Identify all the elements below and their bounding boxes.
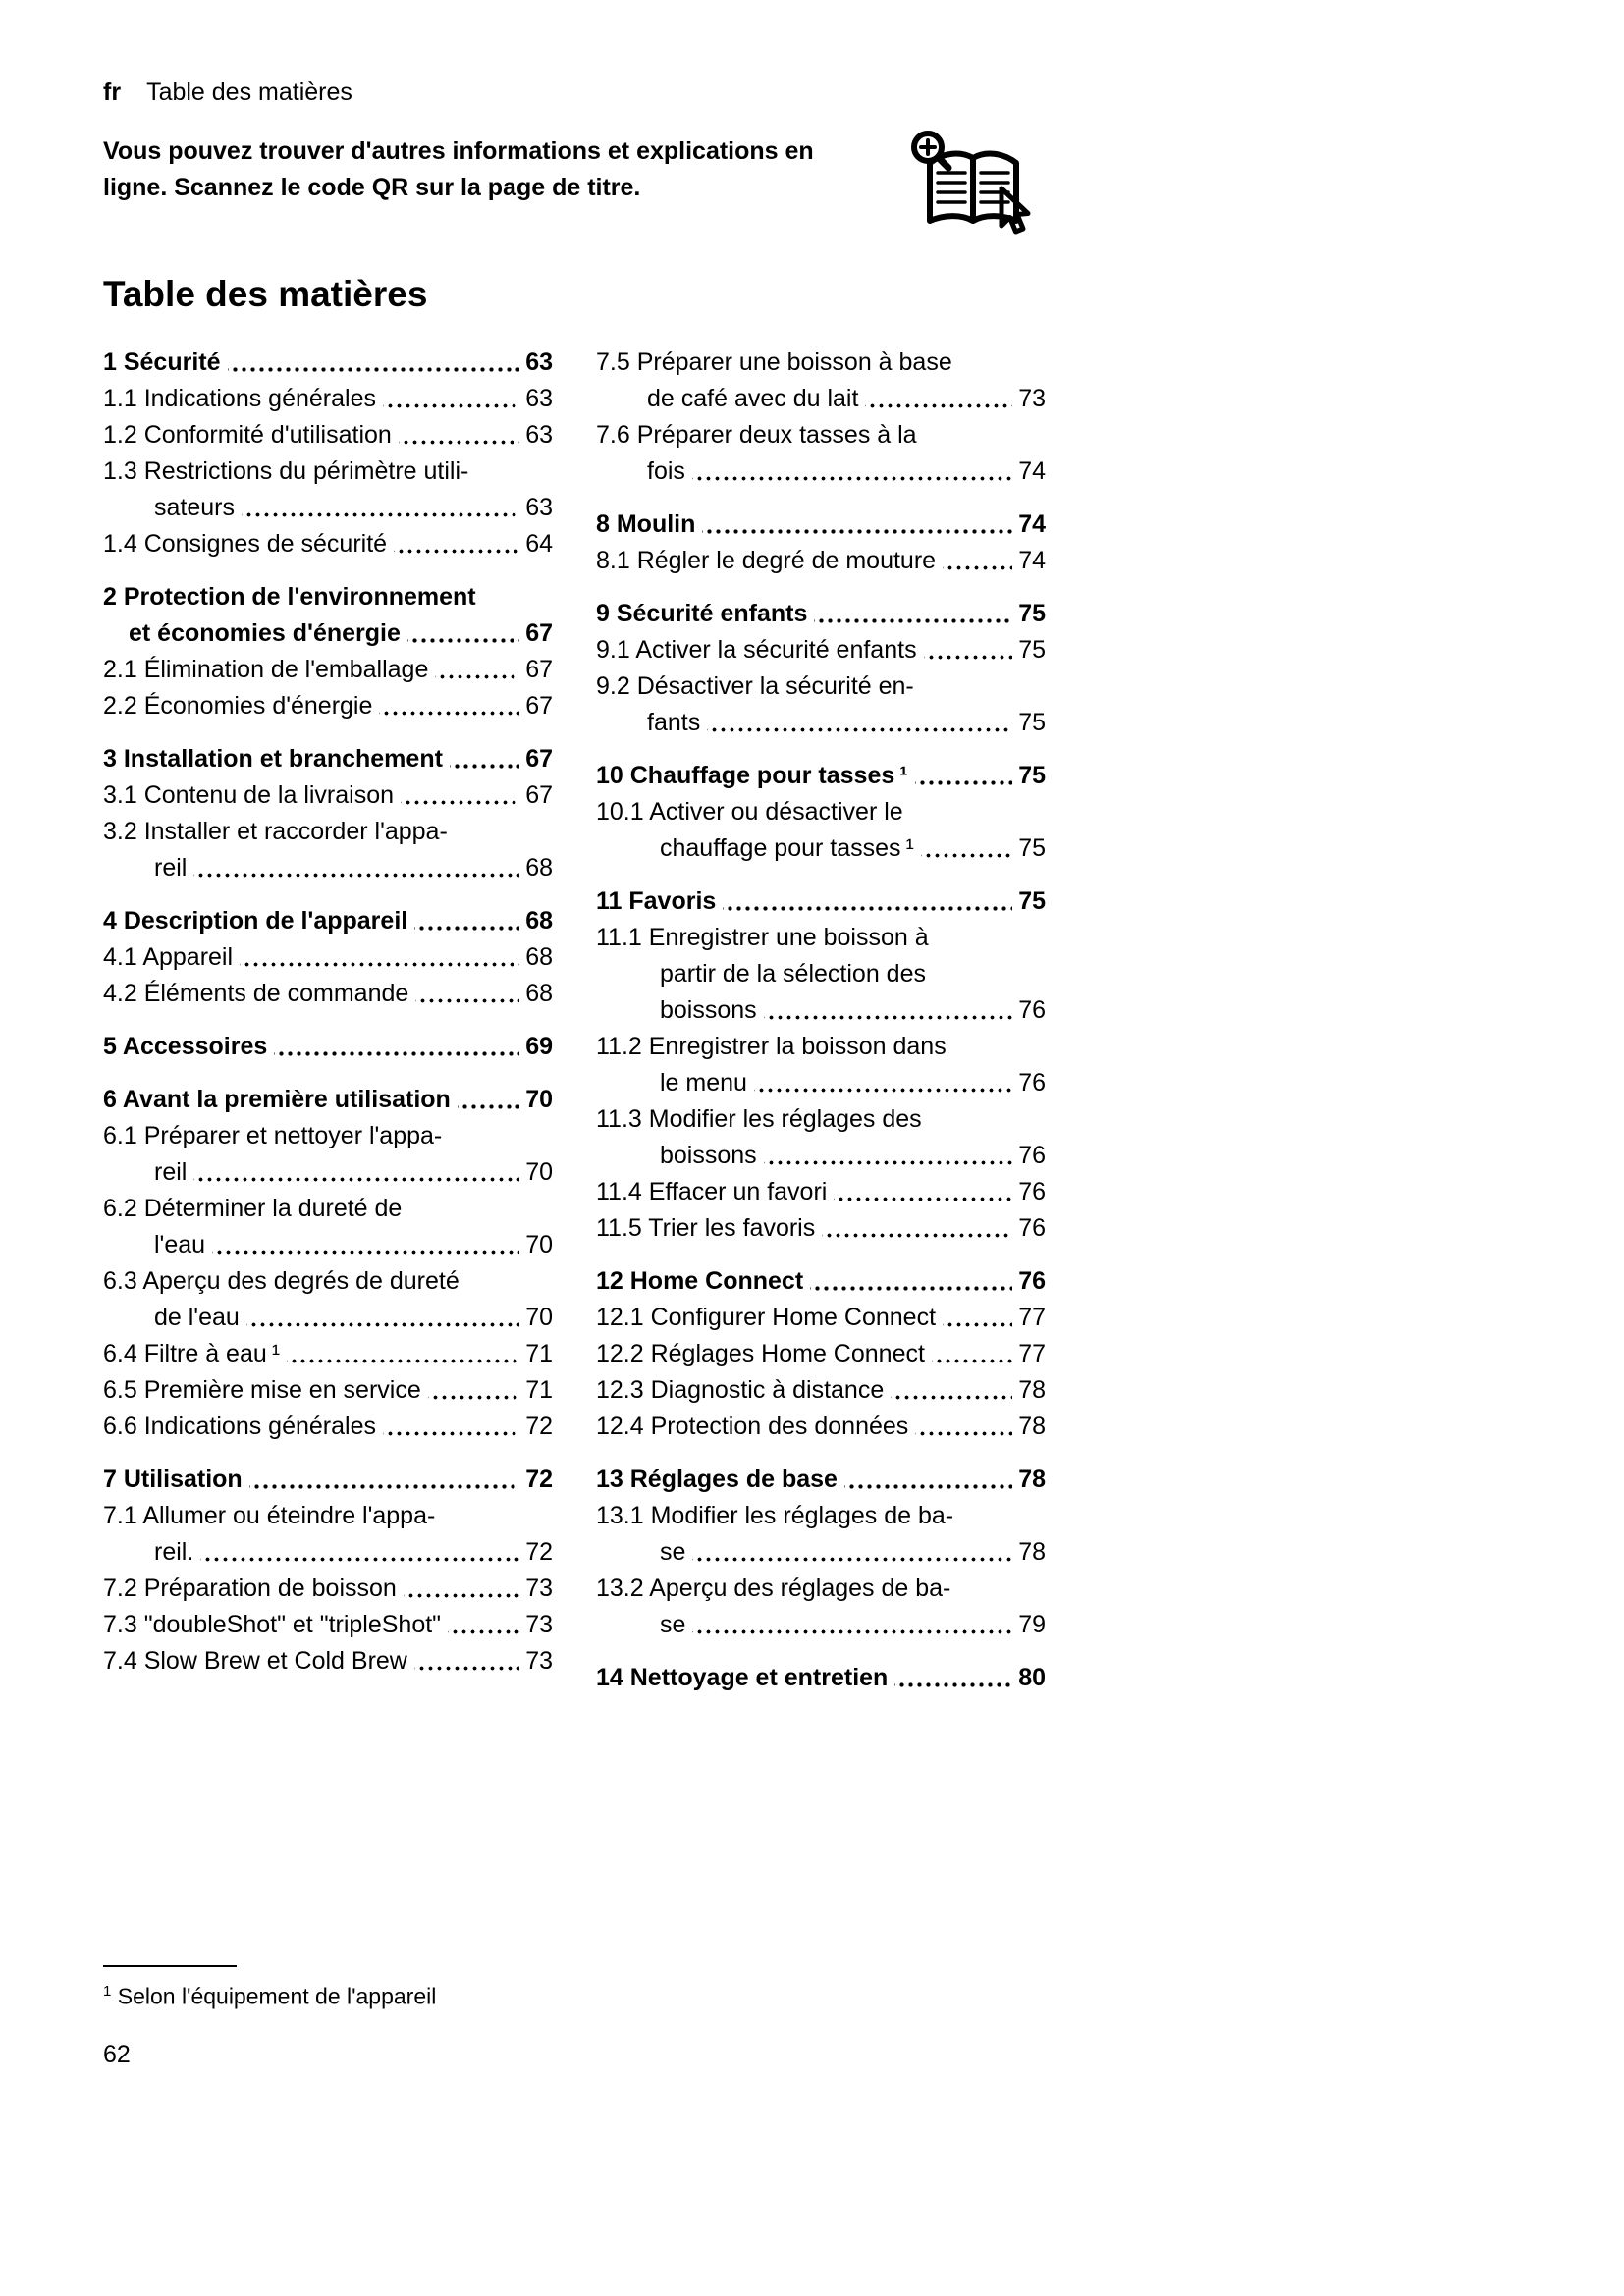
dot-leader [404,1571,519,1607]
toc-entry-label: 12.3 Diagnostic à distance [596,1376,885,1404]
toc-entry-label: 7.2 Préparation de boisson [103,1575,397,1602]
toc-entry [596,1409,1046,1445]
toc-entry-label: 1.1 Indications générales [103,385,376,412]
dot-leader [240,939,519,976]
dot-leader [246,1300,519,1336]
dot-leader [943,543,1012,579]
toc-entry-line: 6.1 Préparer et nettoyer l'appa- [103,1122,443,1149]
toc-entry-label: reil [154,1158,188,1186]
online-manual-icon [906,128,1046,246]
toc-entry [103,1118,553,1191]
dot-leader [414,903,519,939]
toc-entry [103,814,553,886]
toc-entry-label: 14 Nettoyage et entretien [596,1664,889,1691]
toc-entry [103,345,553,381]
footnote-text: Selon l'équipement de l'appareil [111,1984,437,2009]
toc-entry [596,1498,1046,1571]
toc-entry-line: 2 Protection de l'environnement [103,583,476,611]
toc-entry-label: 10 Chauffage pour tasses ¹ [596,762,908,789]
toc-entry-line: 11.2 Enregistrer la boisson dans [596,1033,947,1060]
footnote [103,1977,1046,2011]
toc-entry-page: 76 [1018,1178,1046,1205]
toc-entry-page: 77 [1018,1304,1046,1331]
toc-entry-page: 79 [1018,1611,1046,1638]
dot-leader [394,526,519,562]
toc-entry-line: 13.1 Modifier les réglages de ba- [596,1502,954,1529]
dot-leader [834,1174,1012,1210]
toc-entry [103,1263,553,1336]
dot-leader [287,1336,519,1372]
toc-entry-page: 78 [1018,1538,1046,1566]
toc-entry [596,1300,1046,1336]
dot-leader [943,1300,1012,1336]
dot-leader [764,992,1013,1029]
toc-entry-label: 1.2 Conformité d'utilisation [103,421,392,449]
dot-leader [891,1372,1012,1409]
dot-leader [383,381,519,417]
toc-entry-page: 71 [525,1376,553,1404]
toc-entry [596,1336,1046,1372]
dot-leader [707,705,1012,741]
toc-entry-page: 75 [1018,834,1046,862]
dot-leader [822,1210,1012,1247]
dot-leader [894,1660,1012,1696]
toc-entry-line: 6.2 Déterminer la dureté de [103,1195,403,1222]
dot-leader [414,1643,519,1680]
toc-entry-page: 69 [525,1033,553,1060]
toc-entry-label: 9 Sécurité enfants [596,600,808,627]
dot-leader [428,1372,519,1409]
dot-leader [401,777,519,814]
toc-entry-label: 1.4 Consignes de sécurité [103,530,388,558]
toc-entry-page: 76 [1018,1069,1046,1096]
toc-entry-label: fois [647,457,685,485]
toc-entry [596,1571,1046,1643]
dot-leader [383,1409,519,1445]
toc-entry [103,976,553,1012]
toc-entry-label: se [660,1611,686,1638]
dot-leader [274,1029,519,1065]
dot-leader [379,688,519,724]
toc-entry-page: 73 [525,1611,553,1638]
toc-entry-label: de l'eau [154,1304,240,1331]
toc-entry-page: 74 [1018,547,1046,574]
toc-entry-line: 7.6 Préparer deux tasses à la [596,421,917,449]
toc-entry [103,526,553,562]
dot-leader [915,758,1013,794]
dot-leader [399,417,519,454]
dot-leader [924,632,1013,668]
toc-entry [596,1029,1046,1101]
toc-entry [596,345,1046,417]
toc-entry [596,794,1046,867]
toc-entry-label: 6.5 Première mise en service [103,1376,421,1404]
toc-entry [103,939,553,976]
toc-entry-page: 63 [525,348,553,376]
toc-entry-label: boissons [660,996,757,1024]
toc-entry-label: 12 Home Connect [596,1267,804,1295]
dot-leader [242,490,519,526]
toc-entry-label: 5 Accessoires [103,1033,268,1060]
running-header-title: Table des matières [146,79,352,106]
toc-entry [596,507,1046,543]
toc-entry-label: et économies d'énergie [129,619,401,647]
toc-entry [103,741,553,777]
toc-entry-page: 78 [1018,1376,1046,1404]
toc-entry-label: 6.4 Filtre à eau ¹ [103,1340,281,1367]
toc-entry-page: 67 [525,656,553,683]
toc-entry-page: 74 [1018,510,1046,538]
dot-leader [448,1607,519,1643]
toc-entry [103,1462,553,1498]
toc-entry-line: 3.2 Installer et raccorder l'appa- [103,818,448,845]
page-footer [103,1965,1046,2068]
toc-column-left [103,345,553,1696]
toc-entry-page: 70 [525,1231,553,1258]
toc-entry-page: 72 [525,1413,553,1440]
toc-entry-label: 1 Sécurité [103,348,221,376]
toc-entry-page: 68 [525,907,553,934]
toc-entry-label: 11 Favoris [596,887,717,915]
toc-entry-label: 9.1 Activer la sécurité enfants [596,636,917,664]
toc-entry-page: 67 [525,745,553,773]
toc-entry-page: 63 [525,421,553,449]
toc-entry [596,1372,1046,1409]
toc-entry-line: 7.5 Préparer une boisson à base [596,348,952,376]
toc-entry [596,920,1046,1029]
toc-entry [103,1029,553,1065]
toc-entry-label: 6.6 Indications générales [103,1413,376,1440]
dot-leader [932,1336,1012,1372]
dot-leader [915,1409,1012,1445]
toc-entry [103,1372,553,1409]
toc-entry [103,1607,553,1643]
toc-entry-label: 11.5 Trier les favoris [596,1214,816,1242]
toc-entry-page: 63 [525,385,553,412]
page-title: Table des matières [103,274,428,314]
toc-entry-page: 76 [1018,996,1046,1024]
toc-entry [596,543,1046,579]
dot-leader [814,596,1012,632]
dot-leader [764,1138,1013,1174]
toc-entry-label: 4.2 Éléments de commande [103,980,409,1007]
toc-entry [596,1263,1046,1300]
dot-leader [200,1534,519,1571]
toc-entry-label: 12.4 Protection des données [596,1413,909,1440]
toc-entry [103,903,553,939]
page-number: 62 [103,2041,131,2068]
toc-entry-label: 12.1 Configurer Home Connect [596,1304,937,1331]
toc-entry-line: 1.3 Restrictions du périmètre utili- [103,457,469,485]
toc-entry-page: 70 [525,1086,553,1113]
toc-entry [596,668,1046,741]
toc-entry [596,417,1046,490]
toc-entry-line: partir de la sélection des [660,960,926,988]
toc-entry [103,1643,553,1680]
dot-leader [415,976,519,1012]
toc-entry-page: 75 [1018,887,1046,915]
toc-entry [103,381,553,417]
toc-entry [103,417,553,454]
toc-entry-label: 8 Moulin [596,510,696,538]
toc-entry-page: 75 [1018,600,1046,627]
dot-leader [193,1154,519,1191]
dot-leader [249,1462,520,1498]
toc-entry [103,454,553,526]
running-header [103,79,1046,106]
toc-entry-label: boissons [660,1142,757,1169]
toc-entry-line: 9.2 Désactiver la sécurité en- [596,672,914,700]
toc-entry-label: 12.2 Réglages Home Connect [596,1340,925,1367]
toc-entry [596,1210,1046,1247]
toc-entry-page: 80 [1018,1664,1046,1691]
toc-entry [103,1336,553,1372]
toc-entry-page: 64 [525,530,553,558]
toc-entry [596,883,1046,920]
toc-entry-page: 63 [525,494,553,521]
toc-entry-page: 70 [525,1304,553,1331]
dot-leader [692,1534,1012,1571]
toc-entry [596,1174,1046,1210]
toc-entry-label: reil. [154,1538,194,1566]
intro-section [103,133,1046,246]
toc-entry-label: 2.2 Économies d'énergie [103,692,373,720]
toc-entry-page: 68 [525,980,553,1007]
toc-entry [596,1660,1046,1696]
toc-entry-page: 73 [1018,385,1046,412]
toc-entry-page: 73 [525,1647,553,1675]
dot-leader [228,345,520,381]
dot-leader [458,1082,519,1118]
toc-entry-label: 6 Avant la première utilisation [103,1086,451,1113]
toc-entry-page: 72 [525,1466,553,1493]
toc-entry-label: sateurs [154,494,235,521]
toc-entry [596,1101,1046,1174]
toc-entry [103,1498,553,1571]
dot-leader [407,615,519,652]
intro-text: Vous pouvez trouver d'autres informations et explications en ligne. Scannez le code QR sur la page de titre. [103,137,814,201]
toc-column-right [596,345,1046,1696]
toc-entry [596,758,1046,794]
language-tag: fr [103,79,122,106]
dot-leader [921,830,1012,867]
dot-leader [844,1462,1012,1498]
toc-entry-page: 71 [525,1340,553,1367]
toc-entry [103,1082,553,1118]
toc-entry-line: 11.3 Modifier les réglages des [596,1105,922,1133]
toc-entry-label: 2.1 Élimination de l'emballage [103,656,429,683]
toc-entry-label: de café avec du lait [647,385,859,412]
toc-entry-label: 7 Utilisation [103,1466,243,1493]
dot-leader [702,507,1012,543]
toc-entry-label: 11.4 Effacer un favori [596,1178,828,1205]
toc-entry [596,1462,1046,1498]
toc-entry-line: 11.1 Enregistrer une boisson à [596,924,929,951]
toc-entry [103,579,553,652]
toc-entry [103,652,553,688]
toc-entry-page: 68 [525,854,553,881]
dot-leader [723,883,1012,920]
dot-leader [450,741,519,777]
toc-entry-page: 76 [1018,1267,1046,1295]
toc-entry-line: 6.3 Aperçu des degrés de dureté [103,1267,460,1295]
toc-entry [103,1191,553,1263]
toc-entry [103,688,553,724]
footnote-divider [103,1965,237,1967]
toc-entry-page: 76 [1018,1142,1046,1169]
toc-entry [103,1409,553,1445]
toc-entry-label: 13 Réglages de base [596,1466,838,1493]
toc-entry-page: 74 [1018,457,1046,485]
toc-entry-page: 72 [525,1538,553,1566]
toc-entry-label: 8.1 Régler le degré de mouture [596,547,937,574]
table-of-contents [103,345,1046,1696]
dot-leader [810,1263,1012,1300]
toc-entry [596,632,1046,668]
toc-entry-label: chauffage pour tasses ¹ [660,834,914,862]
dot-leader [193,850,519,886]
toc-entry-page: 75 [1018,636,1046,664]
dot-leader [754,1065,1012,1101]
toc-entry-page: 68 [525,943,553,971]
toc-entry-label: 4 Description de l'appareil [103,907,408,934]
toc-entry [596,596,1046,632]
toc-entry-page: 70 [525,1158,553,1186]
toc-entry [103,1571,553,1607]
toc-entry-page: 67 [525,619,553,647]
toc-entry-line: 13.2 Aperçu des réglages de ba- [596,1575,951,1602]
toc-entry-page: 75 [1018,709,1046,736]
toc-entry-page: 67 [525,692,553,720]
toc-entry-page: 78 [1018,1466,1046,1493]
dot-leader [212,1227,519,1263]
toc-entry-line: 7.1 Allumer ou éteindre l'appa- [103,1502,436,1529]
toc-entry-page: 77 [1018,1340,1046,1367]
toc-entry-label: 4.1 Appareil [103,943,234,971]
toc-entry-label: 7.4 Slow Brew et Cold Brew [103,1647,407,1675]
toc-entry-page: 76 [1018,1214,1046,1242]
footnote-marker: 1 [103,1983,112,2001]
toc-entry-line: 10.1 Activer ou désactiver le [596,798,903,826]
toc-entry-label: se [660,1538,686,1566]
toc-entry [103,777,553,814]
toc-entry-page: 73 [525,1575,553,1602]
toc-entry-label: 3.1 Contenu de la livraison [103,781,395,809]
toc-entry-label: reil [154,854,188,881]
toc-entry-page: 78 [1018,1413,1046,1440]
dot-leader [692,454,1012,490]
toc-entry-label: l'eau [154,1231,206,1258]
dot-leader [865,381,1012,417]
toc-entry-page: 67 [525,781,553,809]
toc-entry-label: fants [647,709,701,736]
toc-entry-label: 7.3 "doubleShot" et "tripleShot" [103,1611,442,1638]
dot-leader [692,1607,1012,1643]
dot-leader [435,652,519,688]
toc-entry-page: 75 [1018,762,1046,789]
toc-entry-label: le menu [660,1069,747,1096]
toc-entry-label: 3 Installation et branchement [103,745,443,773]
